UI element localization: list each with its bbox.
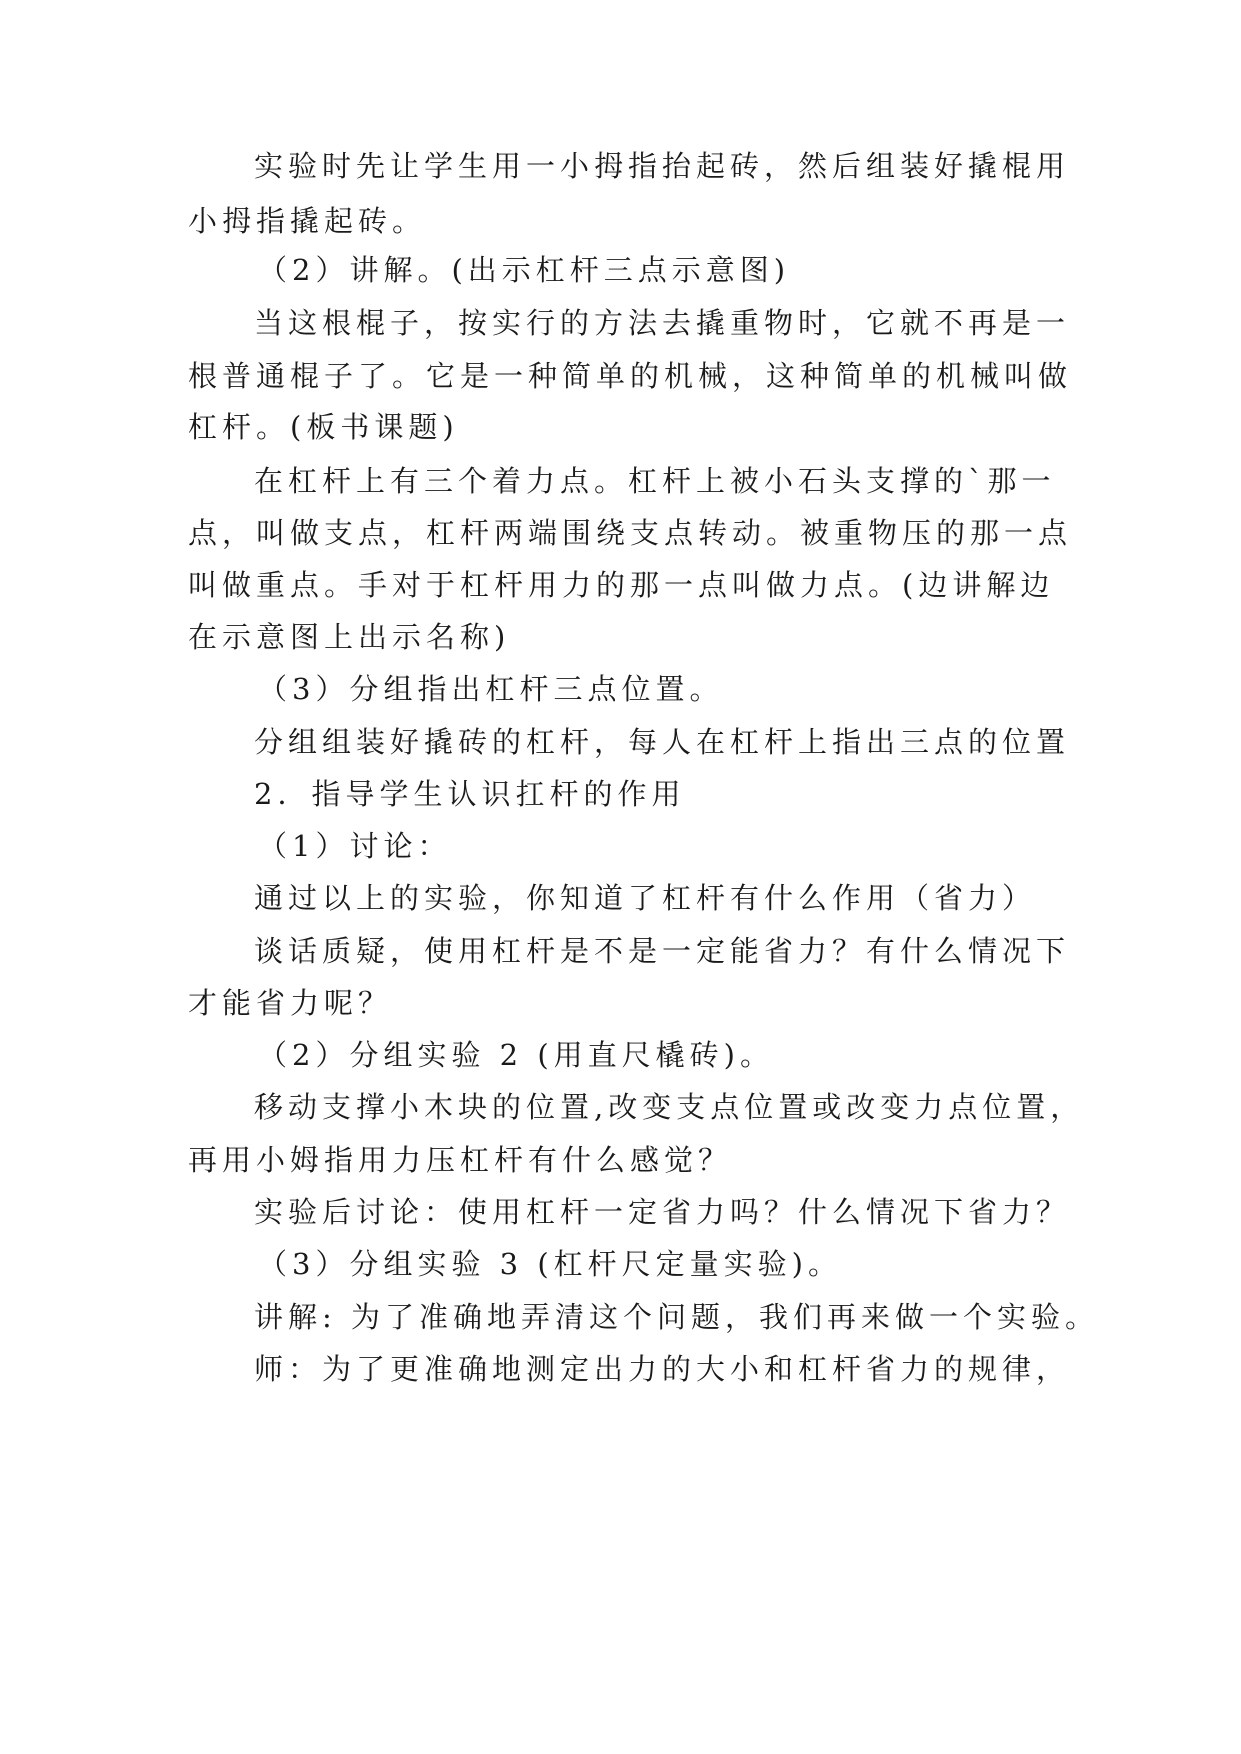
text-line: 师：为了更准确地测定出力的大小和杠杆省力的规律，: [254, 1352, 1071, 1386]
text-line: 叫做重点。手对于杠杆用力的那一点叫做力点。(边讲解边: [188, 568, 1055, 602]
text-line: 讲解: 为了准确地弄清这个问题，我们再来做一个实验。: [254, 1300, 1099, 1334]
text-line: 在杠杆上有三个着力点。杠杆上被小石头支撑的`那一: [254, 464, 1056, 498]
text-line: （2）分组实验 2 (用直尺橇砖)。: [258, 1038, 774, 1072]
text-line: 实验后讨论：使用杠杆一定省力吗？什么情况下省力？: [254, 1195, 1071, 1229]
text-line: （2）讲解。(出示杠杆三点示意图): [258, 253, 791, 287]
text-line: 2．指导学生认识扛杆的作用: [254, 777, 686, 811]
text-line: 杠杆。(板书课题): [188, 410, 459, 444]
text-line: 再用小姆指用力压杠杆有什么感觉？: [188, 1143, 733, 1177]
text-line: 谈话质疑，使用杠杆是不是一定能省力？有什么情况下: [254, 934, 1071, 968]
text-line: 根普通棍子了。它是一种简单的机械，这种简单的机械叫做: [188, 359, 1073, 393]
text-line: 移动支撑小木块的位置,改变支点位置或改变力点位置，: [254, 1090, 1085, 1124]
text-line: 小拇指撬起砖。: [188, 204, 427, 238]
text-line: （3）分组实验 3 (杠杆尺定量实验)。: [258, 1247, 842, 1281]
text-line: 在示意图上出示名称): [188, 620, 511, 654]
text-line: 实验时先让学生用一小拇指抬起砖，然后组装好撬棍用: [254, 149, 1071, 183]
text-line: （3）分组指出杠杆三点位置。: [258, 672, 724, 706]
text-line: 分组组装好撬砖的杠杆，每人在杠杆上指出三点的位置: [254, 725, 1071, 759]
text-line: 才能省力呢？: [188, 986, 393, 1020]
text-line: （1）讨论：: [258, 829, 452, 863]
text-line: 通过以上的实验，你知道了杠杆有什么作用（省力）: [254, 881, 1037, 915]
text-line: 点，叫做支点，杠杆两端围绕支点转动。被重物压的那一点: [188, 516, 1073, 550]
text-line: 当这根棍子，按实行的方法去撬重物时，它就不再是一: [254, 306, 1071, 340]
